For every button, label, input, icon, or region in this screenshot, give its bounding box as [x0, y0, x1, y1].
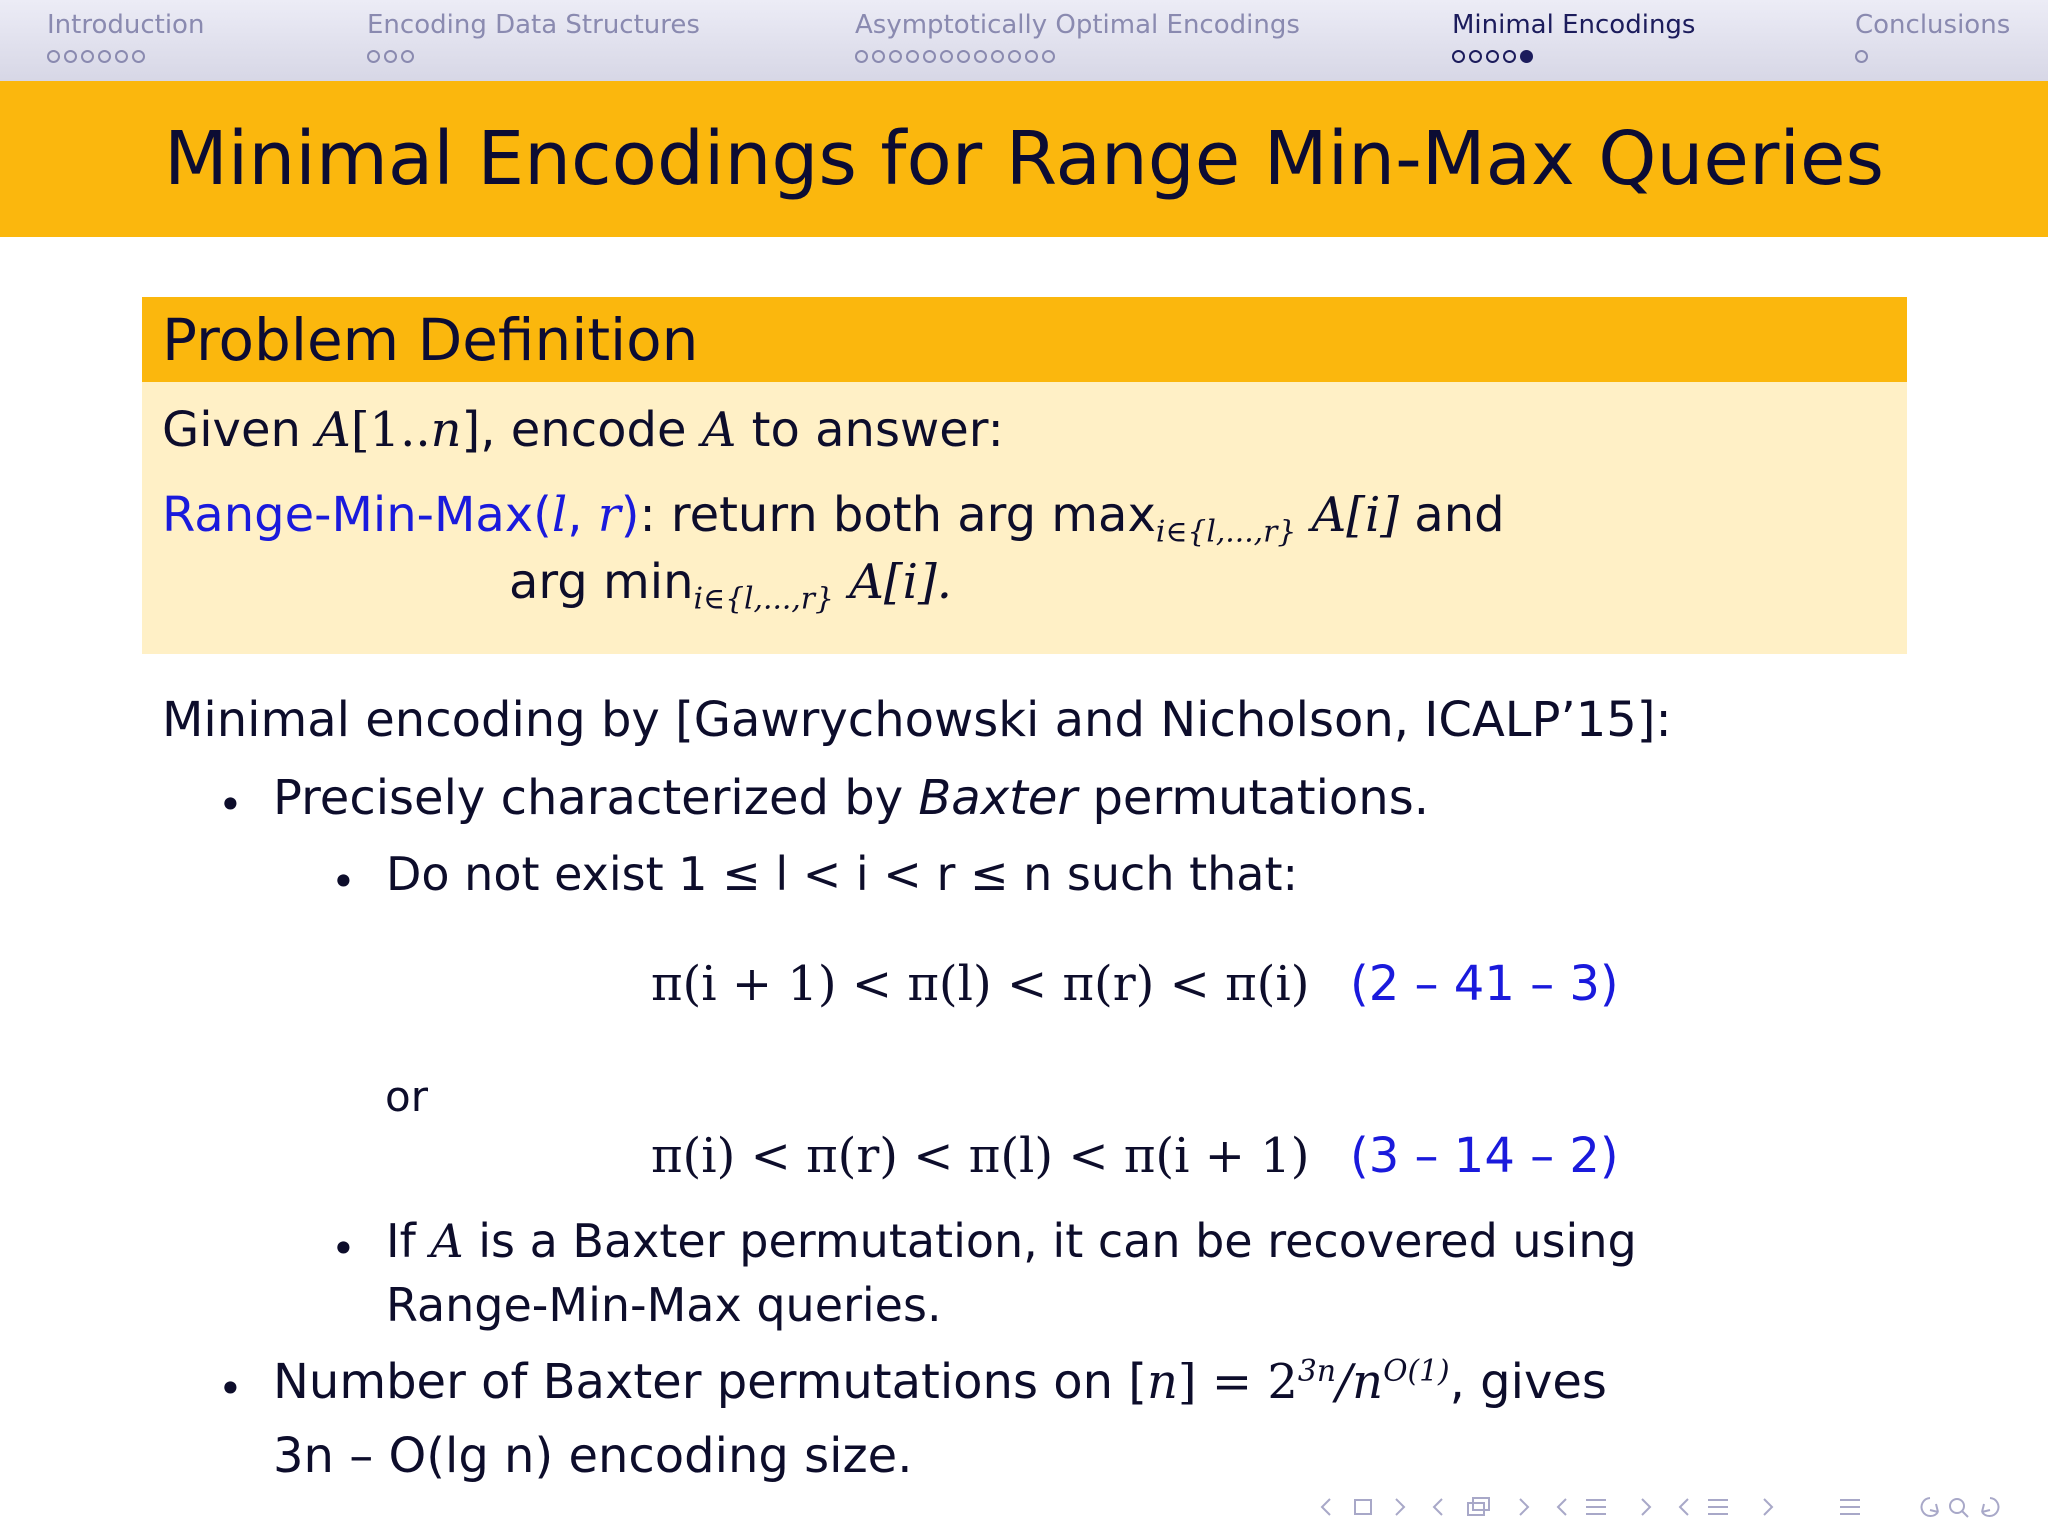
nav-dots: [855, 50, 1300, 63]
slide-title: Minimal Encodings for Range Min-Max Queries: [163, 116, 1885, 202]
math-slash: /n: [1336, 1354, 1384, 1410]
nav-section-controls[interactable]: [1558, 1499, 1650, 1515]
math-a: A: [430, 1214, 464, 1268]
sub-bullet-recovered: [386, 1214, 1637, 1268]
prev-section-arrow-icon[interactable]: [1558, 1499, 1566, 1515]
sub-bullet-not-exist: Do not exist 1 ≤ l < i < r ≤ n such that:: [386, 847, 1299, 901]
block-heading: Problem Definition: [142, 297, 1907, 382]
text: If: [386, 1214, 431, 1268]
math-sup: 3n: [1297, 1354, 1336, 1389]
search-icon[interactable]: [1962, 1511, 1968, 1517]
nav-subsection-controls[interactable]: [1434, 1498, 1528, 1515]
frame-title-bar: [0, 81, 2048, 237]
nav-section-asymptotically-optimal[interactable]: [855, 10, 1300, 63]
frame-dot[interactable]: [1008, 50, 1021, 63]
frame-dot[interactable]: [940, 50, 953, 63]
math-range: [1..: [350, 402, 431, 458]
frame-dot[interactable]: [64, 50, 77, 63]
nav-title: Minimal Encodings: [1452, 10, 1696, 40]
frame-dot[interactable]: [923, 50, 936, 63]
bullet-marker: •: [331, 1224, 356, 1273]
nav-title: Introduction: [47, 10, 205, 40]
frame-dot[interactable]: [1855, 50, 1868, 63]
math-n: n: [1146, 1354, 1178, 1410]
math-n: n: [430, 402, 462, 458]
frame-dot[interactable]: [384, 50, 397, 63]
frame-dot[interactable]: [1042, 50, 1055, 63]
frame-dot[interactable]: [991, 50, 1004, 63]
intro-line: Minimal encoding by [Gawrychowski and Nicholson, ICALP’15]:: [162, 692, 1672, 748]
next-frame-arrow-icon[interactable]: [1396, 1499, 1404, 1515]
query-line: [162, 487, 1505, 550]
frame-dot[interactable]: [115, 50, 128, 63]
text: ): [620, 487, 640, 543]
frame-dot[interactable]: [1469, 50, 1482, 63]
text: ,: [567, 487, 598, 543]
frame-dot[interactable]: [1520, 50, 1533, 63]
frame-dot[interactable]: [1452, 50, 1465, 63]
prev-subsection-arrow-icon[interactable]: [1434, 1499, 1442, 1515]
text: is a Baxter permutation, it can be recovered using: [463, 1214, 1637, 1268]
math-sup: O(1): [1383, 1354, 1450, 1389]
equation-2-tag: (3 – 14 – 2): [1350, 1128, 1619, 1184]
frame-dot[interactable]: [81, 50, 94, 63]
equation-text: π(i) < π(r) < π(l) < π(i + 1): [651, 1128, 1310, 1184]
emphasis: Baxter: [918, 770, 1078, 826]
nav-section-minimal-encodings[interactable]: [1452, 10, 1695, 63]
text: Given: [162, 402, 317, 458]
nav-document-controls[interactable]: [1680, 1499, 1772, 1515]
frame-dot[interactable]: [367, 50, 380, 63]
query-name: Range-Min-Max(: [162, 487, 552, 543]
bullet-marker: •: [218, 780, 243, 829]
frame-dot[interactable]: [974, 50, 987, 63]
next-document-arrow-icon[interactable]: [1764, 1499, 1772, 1515]
math-ai: A[i].: [849, 554, 952, 610]
frame-dot[interactable]: [872, 50, 885, 63]
text: Precisely characterized by: [273, 770, 919, 826]
bullet-marker: •: [331, 857, 356, 906]
sub-bullet-recovered-line2: Range-Min-Max queries.: [386, 1278, 942, 1332]
frame-icon[interactable]: [1355, 1500, 1371, 1514]
frame-dot[interactable]: [906, 50, 919, 63]
document-icon[interactable]: [1708, 1500, 1728, 1514]
bullet-baxter: [273, 770, 1429, 826]
given-line: [162, 402, 1004, 458]
bullet-marker: •: [218, 1364, 243, 1413]
frame-dot[interactable]: [1503, 50, 1516, 63]
nav-dots: [367, 50, 700, 63]
or-text: or: [385, 1072, 428, 1121]
problem-definition-block: [142, 297, 1907, 654]
frame-dot[interactable]: [1486, 50, 1499, 63]
math-l: l: [551, 487, 568, 543]
frame-dot[interactable]: [47, 50, 60, 63]
section-icon[interactable]: [1586, 1500, 1606, 1514]
nav-title: Encoding Data Structures: [367, 10, 700, 40]
text: : return both arg max: [639, 487, 1156, 543]
math-a: A: [701, 402, 737, 458]
text: , gives: [1449, 1354, 1607, 1410]
nav-dots: [1855, 50, 2010, 63]
frame-dot[interactable]: [1025, 50, 1038, 63]
nav-section-conclusions[interactable]: [1855, 10, 2010, 63]
section-navigation: [0, 0, 2048, 81]
nav-section-encoding-data-structures[interactable]: [367, 10, 700, 63]
frame-dot[interactable]: [855, 50, 868, 63]
next-section-arrow-icon[interactable]: [1642, 1499, 1650, 1515]
frame-dot[interactable]: [401, 50, 414, 63]
text: to answer:: [736, 402, 1004, 458]
text: permutations.: [1077, 770, 1429, 826]
appendix-icon[interactable]: [1840, 1500, 1860, 1514]
block-body: [142, 382, 1907, 654]
equation-text: π(i + 1) < π(l) < π(r) < π(i): [651, 956, 1310, 1012]
frame-dot[interactable]: [98, 50, 111, 63]
nav-frame-controls[interactable]: [1322, 1499, 1404, 1515]
text: and: [1399, 487, 1505, 543]
back-search-icon[interactable]: [1922, 1498, 1938, 1516]
text: arg min: [509, 554, 694, 610]
forward-search-icon[interactable]: [1982, 1498, 1998, 1516]
frame-dot[interactable]: [132, 50, 145, 63]
prev-frame-arrow-icon[interactable]: [1322, 1499, 1330, 1515]
text: ], encode: [461, 402, 702, 458]
argmin-line: [509, 554, 952, 617]
nav-title: Asymptotically Optimal Encodings: [855, 10, 1300, 40]
text: Number of Baxter permutations on [: [273, 1354, 1147, 1410]
nav-dots: [1452, 50, 1695, 63]
search-icon[interactable]: [1950, 1499, 1964, 1513]
bullet-number-baxter: [273, 1354, 1607, 1410]
next-subsection-arrow-icon[interactable]: [1520, 1499, 1528, 1515]
frame-dot[interactable]: [957, 50, 970, 63]
beamer-navigation-symbols: [1310, 1490, 2040, 1524]
equation-2: [651, 1128, 1309, 1184]
equation-1-tag: (2 – 41 – 3): [1350, 956, 1619, 1012]
nav-title: Conclusions: [1855, 10, 2011, 40]
equation-1: [651, 956, 1309, 1012]
math-sub: i∈{l,...,r}: [1155, 514, 1297, 550]
bullet-number-baxter-line2: 3n – O(lg n) encoding size.: [273, 1428, 913, 1484]
prev-document-arrow-icon[interactable]: [1680, 1499, 1688, 1515]
frame-dot[interactable]: [889, 50, 902, 63]
nav-dots: [47, 50, 204, 63]
math-ai: A[i]: [1311, 487, 1400, 543]
math-eq: ] = 2: [1177, 1354, 1298, 1410]
math-a: A: [316, 402, 351, 458]
math-sub: i∈{l,...,r}: [693, 581, 834, 617]
math-r: r: [597, 487, 621, 543]
nav-section-introduction[interactable]: [47, 10, 204, 63]
